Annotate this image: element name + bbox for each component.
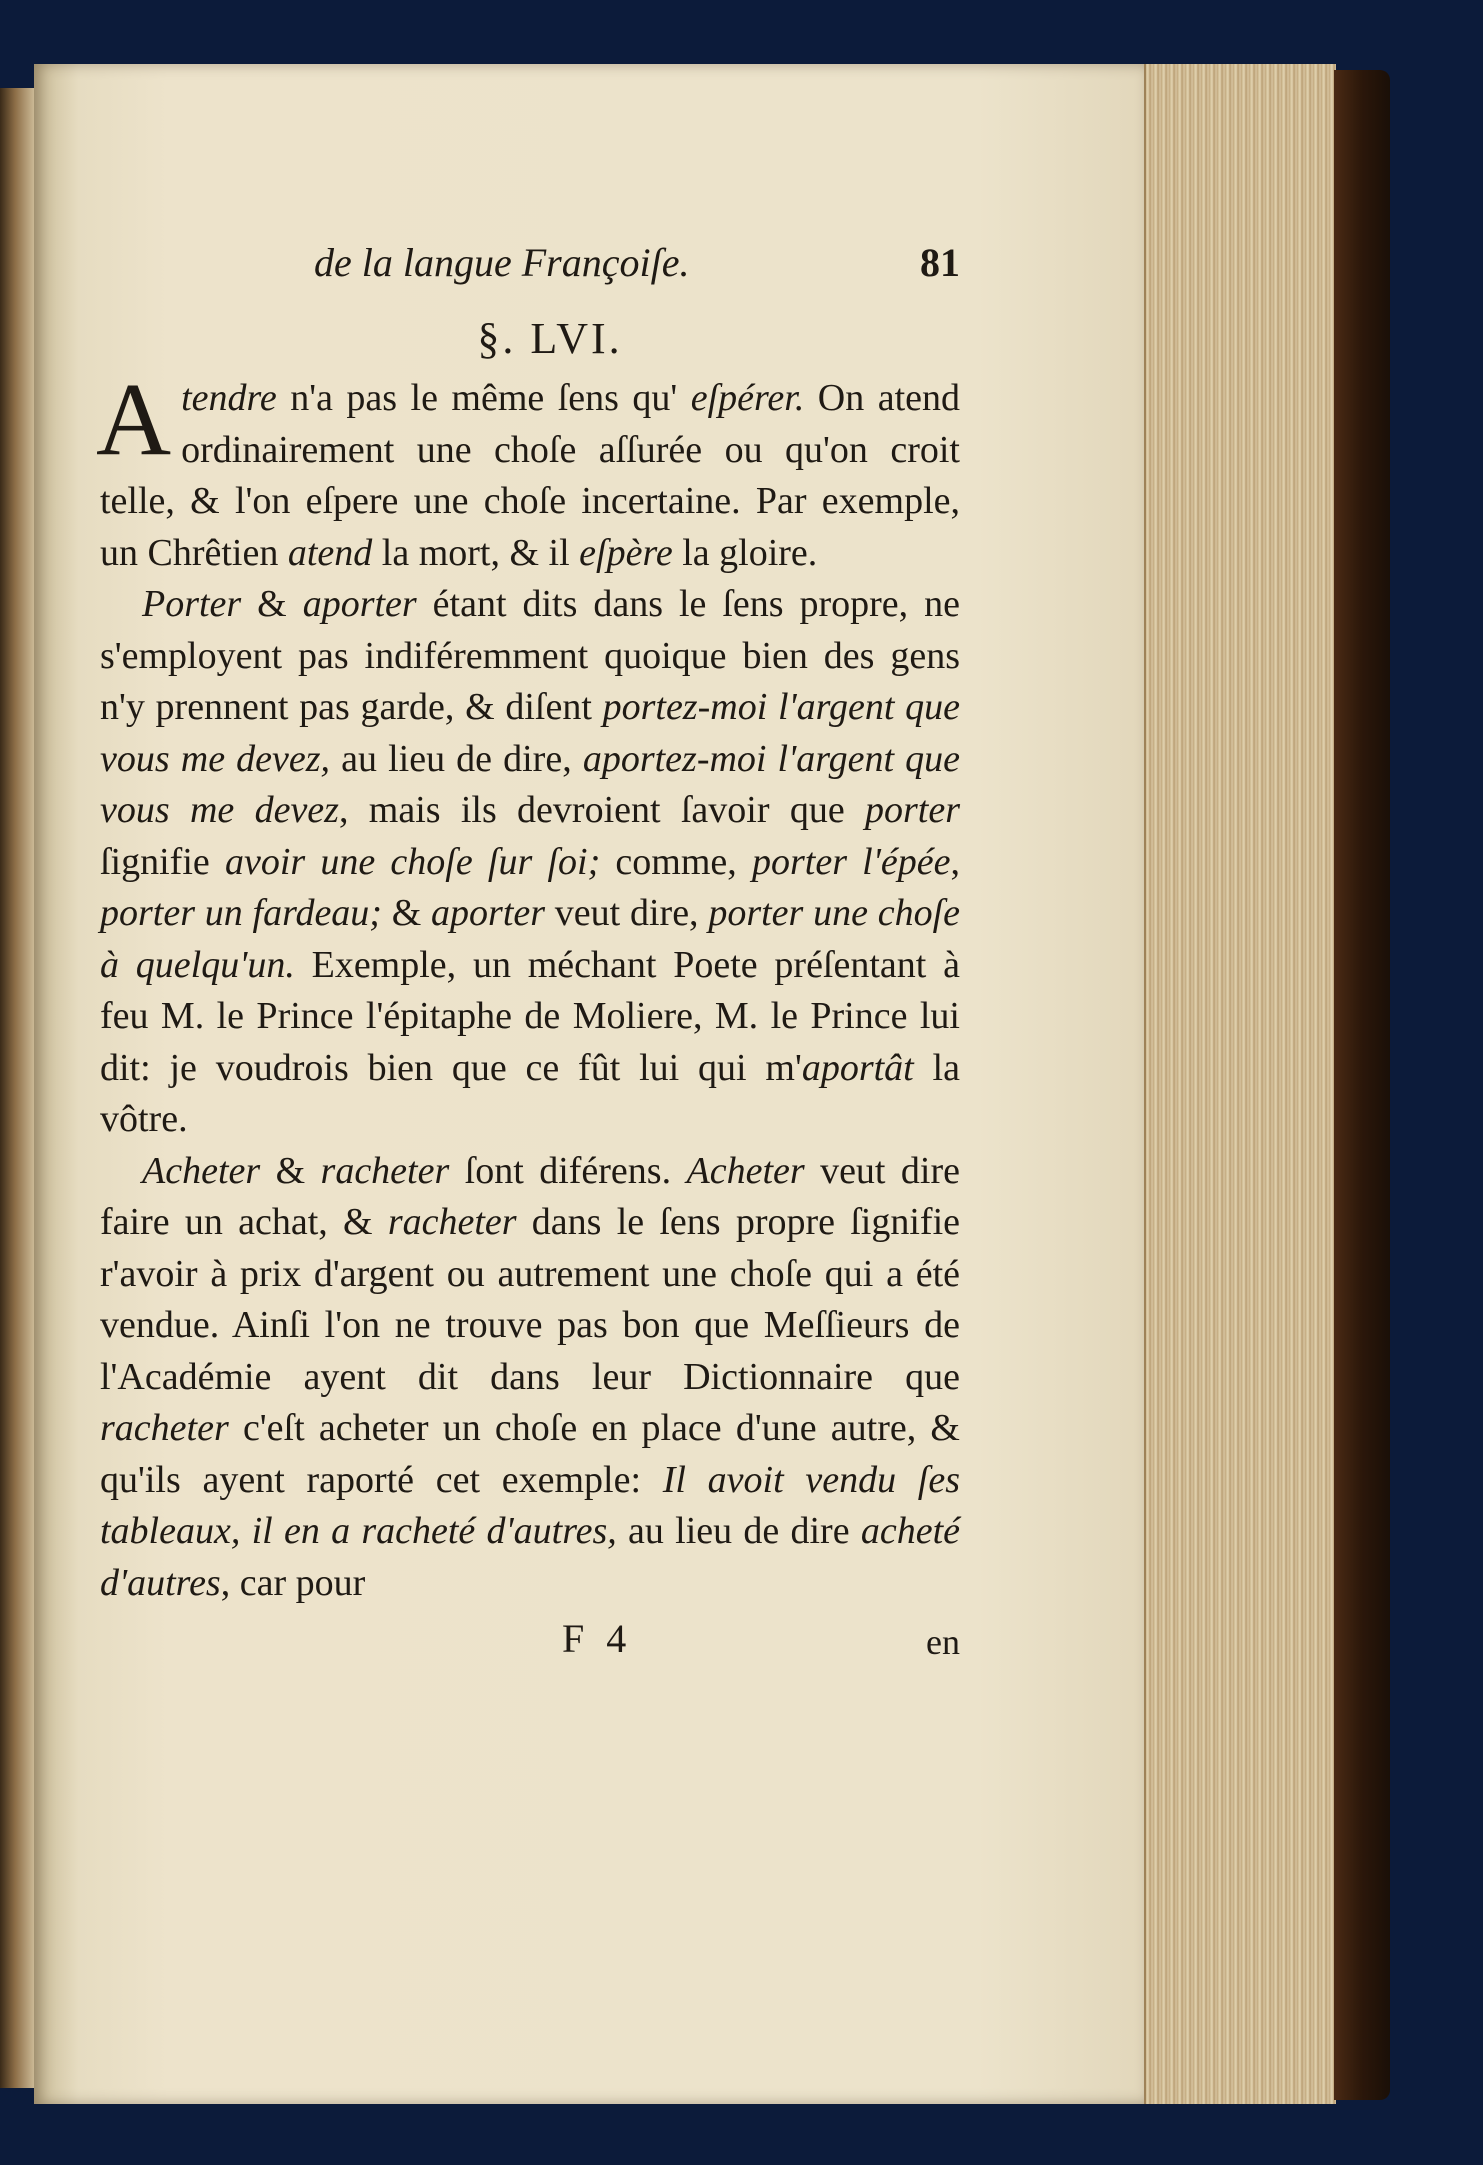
text-run: étant dits dans le ſens propre, ne s'employent pas indiféremment quoique bien des gens n'y prennent pas garde, & diſent [100,583,960,728]
text-run: Exemple, un méchant Poete préſentant à feu M. le Prince l'épitaphe de Moliere, M. le Prince lui dit: je voudrois bien que ce fût lui qui m' [100,943,960,1089]
text-run: la gloire. [672,531,818,574]
italic-run: eſpérer. [690,377,805,419]
left-page-edge [0,88,38,2088]
text-run: la mort, & il [372,531,580,574]
text-run: au lieu de dire [616,1510,861,1552]
italic-run: aportez-moi l'argent que vous me devez [100,737,961,831]
italic-run: racheter [320,1149,450,1192]
text-run: veut dire, [545,892,709,934]
paragraph-1 [96,362,960,579]
italic-run: eſpère [579,531,673,574]
italic-run: avoir une choſe ſur ſoi; [224,840,601,883]
italic-run: aporter [431,892,546,934]
text-run: ſignifie [100,840,225,883]
catchword: en [926,1622,960,1662]
paragraph-3-text [100,1150,960,1604]
text-run: & [241,583,303,625]
page-header [100,225,960,313]
text-run: veut dire faire un achat, & [100,1149,960,1243]
text-run: n'a pas le même ſens qu' [276,377,691,419]
text-run: On atend ordinairement une choſe aſſurée ou qu'on croit telle, & l'on eſpere une choſe incertaine. Par exemple, un Chrêtien [100,377,960,574]
paragraph-1-text [100,377,960,574]
italic-run: racheter [387,1201,517,1243]
italic-run: porter [865,789,960,831]
italic-run: portez-moi l'argent que vous me devez, [100,686,960,780]
italic-run: Porter [142,583,242,625]
text-run: & [260,1149,321,1192]
page-number: 81 [920,240,960,285]
text-run: la vôtre. [100,1046,960,1140]
italic-run: Il avoit vendu ſes tableaux, il en a racheté d'autres, [100,1458,961,1552]
italic-run: racheter [100,1407,229,1449]
drop-cap: A [96,362,172,477]
text-run: ſont diférens. [449,1149,687,1192]
paragraph-2 [100,579,960,1146]
italic-run: Acheter [686,1149,805,1192]
italic-run: porter l'épée [751,840,951,883]
section-title: §. LVI. [477,314,623,363]
italic-run: acheté d'autres [100,1510,960,1604]
italic-run: Acheter [142,1149,261,1192]
page-text [96,225,961,1673]
signature-mark: F 4 [562,1616,633,1661]
text-run: , mais ils devroient ſavoir que [338,789,865,831]
italic-run: porter une choſe à quelqu'un. [100,892,960,986]
text-run: dans le ſens propre ſignifie r'avoir à prix d'argent ou autrement une choſe qui a été vendue. Ainſi l'on ne trouve pas bon que Meſſieurs de l'Académie ayent dit dans leur Dictionnaire que [100,1201,961,1398]
page-footer [100,1613,960,1673]
paragraph-3 [100,1146,960,1610]
text-run: comme, [600,840,752,883]
paragraph-2-text [100,583,960,1140]
page-block-edge [1144,64,1336,2104]
book-cover [1334,70,1390,2100]
italic-run: porter un fardeau; [100,892,382,934]
italic-run: tendre [181,377,277,419]
italic-run: aporter [302,583,417,625]
text-run: c'eſt acheter un choſe en place d'une autre, & qu'ils ayent raporté cet exemple: [100,1407,960,1501]
text-run: , car pour [220,1561,366,1604]
running-head: de la langue Françoiſe. [314,240,690,285]
text-run: , [950,840,960,883]
italic-run: atend [287,531,373,574]
text-run: & [381,892,432,934]
text-run: au lieu de dire, [330,737,583,780]
italic-run: aportât [801,1046,914,1089]
